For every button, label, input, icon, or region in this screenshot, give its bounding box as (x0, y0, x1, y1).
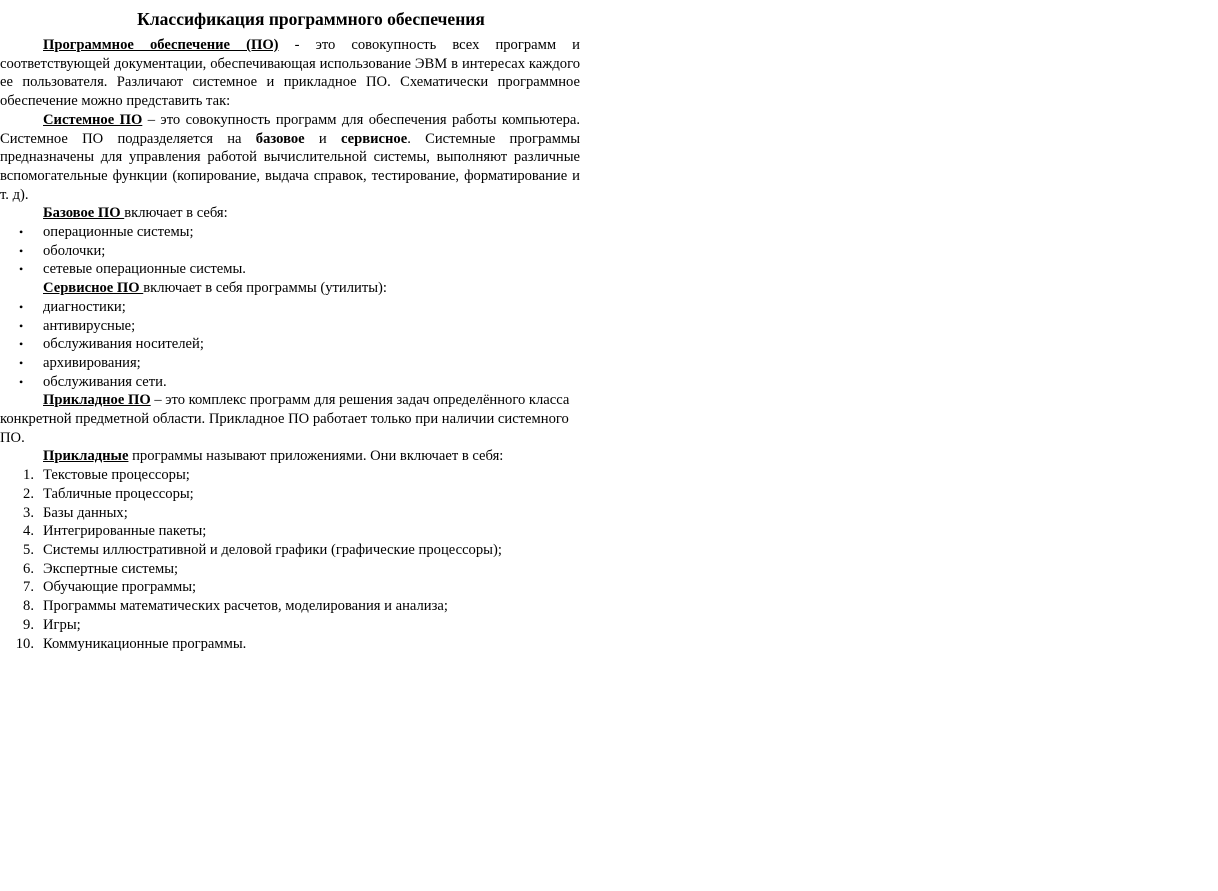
list-item: • оболочки; (19, 242, 106, 259)
list-number: 5. (23, 541, 34, 558)
list-number: 7. (23, 579, 34, 596)
list-item: • обслуживания носителей; (19, 336, 204, 353)
service-text: включает в себя программы (утилиты): (143, 280, 387, 297)
bullet-icon: • (19, 374, 24, 389)
list-item: 5. Системы иллюстративной и деловой графики (графические процессоры); (0, 541, 580, 560)
list-item: • антивирусные; (19, 317, 136, 334)
applications-text: программы называют приложениями. Они включает в себя: (128, 448, 504, 465)
system-term: Системное ПО (43, 111, 143, 128)
applications-paragraph (0, 447, 580, 466)
list-item: • сетевые операционные системы. (19, 261, 246, 278)
system-bold-base: базовое (255, 130, 305, 147)
bullet-icon: • (19, 355, 24, 370)
list-number: 10. (15, 635, 34, 652)
bullet-icon: • (19, 337, 24, 352)
list-number: 6. (23, 560, 34, 577)
document-title: Классификация программного обеспечения (137, 9, 485, 29)
intro-paragraph (0, 36, 580, 111)
list-item: 1. Текстовые процессоры; (0, 466, 580, 485)
list-item: 9. Игры; (0, 616, 580, 635)
list-item: 6. Экспертные системы; (0, 560, 580, 579)
bullet-icon: • (19, 299, 24, 314)
bullet-icon: • (19, 243, 24, 258)
intro-term: Программное обеспечение (ПО) (43, 37, 279, 53)
service-paragraph (0, 279, 580, 298)
list-item: 8. Программы математических расчетов, моделирования и анализа; (0, 597, 580, 616)
applications-list (0, 466, 580, 653)
system-text-2: и (304, 130, 341, 147)
applied-text: – это комплекс программ для решения задач определённого класса конкретной предметной области. Прикладное ПО работает только при наличии системного ПО. (0, 392, 570, 446)
list-item: 2. Табличные процессоры; (0, 485, 580, 504)
list-number: 4. (23, 523, 34, 540)
base-term: Базовое ПО (43, 205, 125, 222)
list-item: 3. Базы данных; (0, 504, 580, 523)
list-number: 8. (23, 598, 34, 615)
list-number: 2. (23, 485, 34, 502)
base-text: включает в себя: (124, 205, 228, 222)
list-item: 10. Коммуникационные программы. (0, 635, 580, 654)
intro-text: - это совокупность всех программ и соответствующей документации, обеспечивающая использование ЭВМ в интересах каждого ее пользователя. Различают системное и прикладное ПО. Схематически программное обеспечение можно представить так: (0, 37, 580, 110)
base-paragraph (0, 204, 580, 223)
applications-term: Прикладные (43, 448, 129, 465)
list-number: 9. (23, 616, 34, 633)
applied-paragraph (0, 391, 580, 447)
bullet-icon: • (19, 318, 24, 333)
system-bold-service: сервисное (340, 130, 408, 147)
list-number: 1. (23, 467, 34, 484)
list-item: • архивирования; (19, 354, 141, 371)
list-number: 3. (23, 504, 34, 521)
list-item: 7. Обучающие программы; (0, 578, 580, 597)
service-list (0, 298, 580, 392)
list-item: • обслуживания сети. (19, 373, 167, 390)
bullet-icon: • (19, 262, 24, 277)
list-item: • диагностики; (19, 298, 126, 315)
list-item: 4. Интегрированные пакеты; (0, 522, 580, 541)
system-text-3: . Системные программы предназначены для управления работой вычислительной системы, выполняют различные вспомогательные функции (копирование, выдача справок, тестирование, форматирование и т. д). (0, 130, 580, 203)
list-item: • операционные системы; (19, 224, 194, 241)
system-text-1: – это совокупность программ для обеспечения работы компьютера. Системное ПО подразделяется на (0, 111, 580, 147)
applied-term: Прикладное ПО (43, 392, 151, 409)
system-paragraph (0, 111, 580, 205)
base-list (0, 223, 580, 279)
service-term: Сервисное ПО (43, 280, 144, 297)
bullet-icon: • (19, 225, 24, 240)
document-body (0, 8, 580, 653)
